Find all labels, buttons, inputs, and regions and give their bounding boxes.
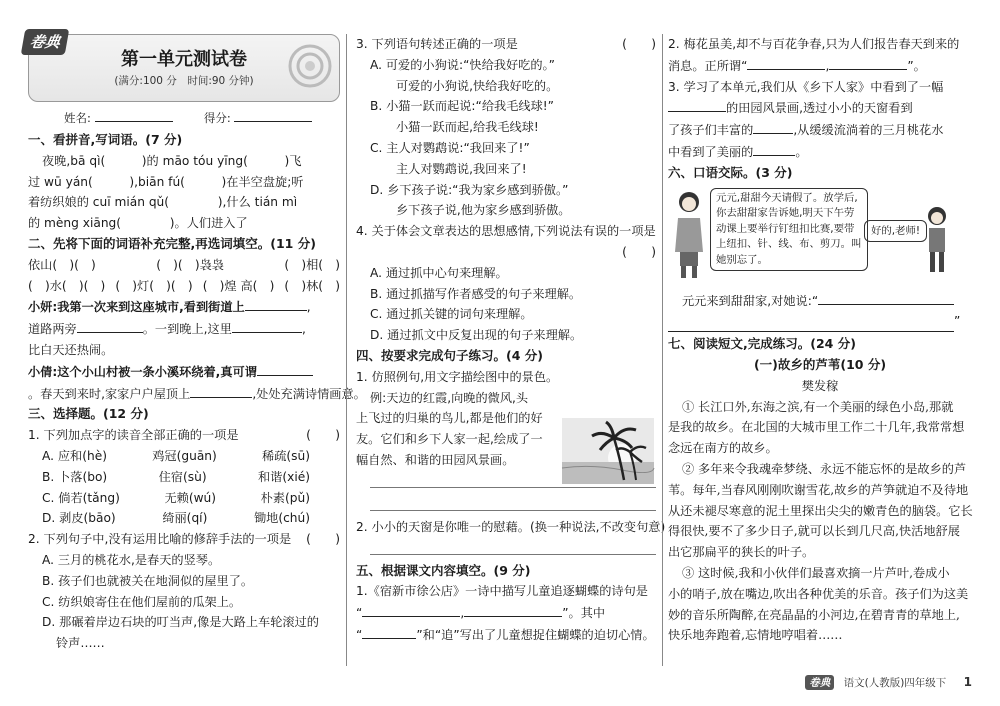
- answer-blank[interactable]: [77, 318, 143, 333]
- answer-blank[interactable]: [818, 290, 954, 305]
- section-6-answer: [668, 290, 972, 312]
- q2-option-d-cont: 铃声……: [56, 636, 105, 651]
- option-word: 无赖(wú): [164, 490, 217, 505]
- section-4-q2: 2. 小小的天窗是你唯一的慰藉。(换一种说法,不改变句意): [356, 519, 666, 534]
- name-label: 姓名:: [64, 111, 91, 125]
- option-word: B. 卜落(bo): [42, 469, 108, 484]
- idiom-blank[interactable]: ( )相( ): [284, 257, 340, 272]
- section-5-q3-line-2: [668, 97, 972, 119]
- para-3-line: 快乐地奔跑着,忘情地哼唱着……: [668, 628, 843, 643]
- page-footer: [805, 675, 972, 690]
- student-info: [28, 106, 340, 130]
- cloud-decoration-icon: [287, 43, 333, 89]
- para-2-line: 出它那扁平的狭长的叶子。: [668, 545, 815, 560]
- column-left: [28, 33, 366, 666]
- answer-paren[interactable]: ( ): [306, 532, 340, 547]
- q2-option-c[interactable]: C. 纺织娘寄住在他们屋前的瓜架上。: [42, 594, 242, 609]
- para-2-line: 从还未褪尽寒意的泥土里探出尖尖的嫩青色的脑袋。它长: [668, 503, 973, 518]
- q3-option-b-2: 小猫一跃而起,给我毛线球!: [396, 120, 539, 135]
- answer-blank[interactable]: [747, 55, 825, 70]
- text: 了孩子们丰富的: [668, 123, 754, 138]
- xiaoyan-line-1: 小妍:我第一次来到这座城市,看到街道上 ,: [28, 296, 340, 318]
- xiaoqian-text-2: 。春天到来时,家家户户屋顶上: [28, 386, 191, 401]
- text: ,从缓缓流淌着的三月桃花水: [793, 123, 944, 138]
- question-text: 2. 下列句子中,没有运用比喻的修辞手法的一项是: [28, 532, 292, 547]
- score-label: 得分:: [203, 111, 231, 125]
- q1-option-c[interactable]: [28, 488, 340, 509]
- pinyin-line-4[interactable]: 的 mèng xiāng( )。人们进入了: [28, 216, 248, 231]
- section-4-q1: 1. 仿照例句,用文字描绘图中的景色。: [356, 369, 559, 384]
- answer-paren[interactable]: ( ): [306, 428, 340, 443]
- answer-paren[interactable]: ( ): [622, 37, 656, 51]
- pinyin-line-1[interactable]: 夜晚,bā qì( )的 māo tóu yīng( )飞: [42, 153, 302, 168]
- para-3-line: 妙的音乐所陶醉,在亮晶晶的小河边,在碧青青的草地上,: [668, 607, 960, 622]
- answer-blank[interactable]: [753, 119, 793, 134]
- section-6-answer-line-2: ”: [668, 311, 972, 332]
- section-5-q2-line-2: 消息。正所谓“ , ”。: [668, 55, 972, 77]
- q3-option-d-2: 乡下孩子说,他为家乡感到骄傲。: [396, 203, 571, 218]
- section-5-q1: 1.《宿新市徐公店》一诗中描写儿童追逐蝴蝶的诗句是: [356, 584, 648, 599]
- q3-option-c[interactable]: C. 主人对鹦鹉说:“我回来了!”: [370, 140, 530, 155]
- page-subtitle: (满分:100 分 时间:90 分钟): [114, 75, 254, 87]
- question-text: 1. 下列加点字的读音全部正确的一项是: [28, 428, 239, 443]
- score-field[interactable]: [234, 107, 312, 122]
- column-middle: [356, 34, 666, 666]
- q2-option-b[interactable]: B. 孩子们也就被关在地洞似的屋里了。: [42, 573, 254, 588]
- idiom-blank[interactable]: ( )林( ): [284, 278, 340, 293]
- question-3-4: 4. 关于体会文章表达的思想感情,下列说法有误的一项是: [356, 224, 656, 239]
- section-5-title: 五、根据课文内容填空。(9 分): [356, 562, 531, 578]
- option-word: 朴素(pǔ): [260, 490, 310, 505]
- answer-blank[interactable]: [362, 602, 460, 617]
- section-5-q3: 3. 学习了本单元,我们从《乡下人家》中看到了一幅: [668, 79, 944, 94]
- xiaoqian-text: 小倩:这个小山村被一条小溪环绕着,真可谓: [28, 364, 257, 379]
- xiaoyan-line-3: 比白天还热闹。: [28, 342, 114, 357]
- teacher-figure-icon: [672, 190, 706, 280]
- para-1-line: ① 长江口外,东海之滨,有一个美丽的绿色小岛,那就: [682, 399, 954, 414]
- para-2-line: ② 多年来令我魂牵梦绕、永远不能忘怀的是故乡的芦: [682, 461, 967, 476]
- section-5-q1-line-3: “ ”和“追”写出了儿童想捉住蝴蝶的迫切心情。: [356, 624, 656, 646]
- section-2-title: 二、先将下面的词语补充完整,再选词填空。(11 分): [28, 235, 316, 251]
- answer-blank[interactable]: [829, 55, 907, 70]
- option-word: 和谐(xié): [258, 469, 310, 484]
- answer-blank[interactable]: [245, 296, 307, 311]
- page-number: 1: [963, 675, 972, 689]
- answer-paren[interactable]: ( ): [622, 244, 656, 259]
- idiom-blank[interactable]: ( )水( )( ): [28, 278, 106, 293]
- answer-blank[interactable]: [190, 383, 252, 398]
- option-word: 锄地(chú): [253, 511, 310, 526]
- para-1-line: 念远在南方的故乡。: [668, 441, 778, 456]
- option-word: D. 剥皮(bāo): [42, 511, 116, 526]
- q3-option-d[interactable]: D. 乡下孩子说:“我为家乡感到骄傲。”: [370, 182, 569, 197]
- column-divider: [662, 34, 663, 666]
- q1-option-a[interactable]: [28, 446, 340, 467]
- section-5-q2: 2. 梅花虽美,却不与百花争春,只为人们报告春天到来的: [668, 37, 960, 51]
- text: 。其中: [568, 606, 606, 621]
- section-4-title: 四、按要求完成句子练习。(4 分): [356, 347, 543, 363]
- text: 和“追”写出了儿童想捉住蝴蝶的迫切心情。: [422, 627, 655, 642]
- idiom-blank[interactable]: ( )灯( )( ): [115, 278, 193, 293]
- example-line-3: 友。它们和乡下人家一起,绘成了一: [356, 432, 543, 447]
- option-word: A. 应和(hè): [42, 448, 107, 463]
- q4-option-a[interactable]: A. 通过抓中心句来理解。: [370, 265, 508, 280]
- title-box: [28, 34, 340, 102]
- section-6-title: 六、口语交际。(3 分): [668, 164, 793, 180]
- section-5-q3-line-3: [668, 119, 972, 141]
- idiom-row-1: [28, 255, 340, 276]
- name-field[interactable]: [95, 107, 173, 122]
- answer-blank[interactable]: [753, 141, 795, 156]
- palm-tree-illustration: [562, 418, 654, 484]
- answer-blank[interactable]: [362, 624, 416, 639]
- idiom-blank[interactable]: ( )( )袅袅: [156, 257, 224, 272]
- reading-author: 樊发稼: [801, 378, 839, 393]
- pinyin-line-2[interactable]: 过 wū yán( ),biān fú( )在半空盘旋;听: [28, 174, 304, 189]
- idiom-row-2: [28, 276, 340, 297]
- q3-option-c-2: 主人对鹦鹉说,我回来了!: [396, 161, 527, 176]
- q4-option-c[interactable]: C. 通过抓关键的词句来理解。: [370, 307, 533, 322]
- para-2-line: 苇。每年,当春风刚刚吹谢雪花,故乡的芦笋就迫不及待地: [668, 482, 969, 497]
- question-text: 3. 下列语句转述正确的一项是: [356, 37, 518, 51]
- column-right: [668, 34, 972, 666]
- answer-blank[interactable]: [668, 97, 726, 112]
- xiaoqian-line-1: [28, 361, 340, 383]
- section-1-title: 一、看拼音,写词语。(7 分): [28, 132, 183, 147]
- student-speech-bubble: 好的,老师!: [864, 220, 927, 242]
- q3-option-b[interactable]: B. 小猫一跃而起说:“给我毛线球!”: [370, 99, 554, 114]
- q2-option-d[interactable]: D. 那碾着岸边石块的叮当声,像是大路上车轮滚过的: [42, 615, 319, 630]
- option-word: C. 倘若(tǎng): [42, 490, 120, 505]
- para-1-line: 是我的故乡。在北国的大城市里工作二十几年,我常常想: [668, 420, 965, 435]
- xiaoyan-text: 小妍:我第一次来到这座城市,看到街道上: [28, 300, 245, 315]
- text: 元元来到甜甜家,对她说:“: [682, 293, 819, 308]
- student-figure-icon: [924, 206, 950, 276]
- brand-logo: 卷典: [21, 29, 70, 55]
- xiaoyan-text-2: 道路两旁: [28, 322, 77, 337]
- answer-blank[interactable]: [464, 602, 562, 617]
- para-3-line: 小的哨子,放在嘴边,吹出各种优美的乐音。孩子们为这美: [668, 586, 969, 601]
- example-line-1: 例:天边的红霞,向晚的微风,头: [370, 390, 529, 405]
- example-line-2: 上飞过的归巢的鸟儿,都是他们的好: [356, 411, 543, 426]
- para-3-line: ③ 这时候,我和小伙伴们最喜欢摘一片芦叶,卷成小: [682, 565, 950, 580]
- section-5-q1-line-2: “ , ”。其中: [356, 602, 656, 624]
- para-2-line: 得很快,要不了多少日子,就可以长到几尺高,快活地舒展: [668, 524, 960, 539]
- question-3-2: [28, 529, 340, 550]
- section-7-title: 七、阅读短文,完成练习。(24 分): [668, 336, 856, 352]
- question-3-3: [356, 34, 656, 55]
- q3-option-a[interactable]: A. 可爱的小狗说:“快给我好吃的。”: [370, 57, 555, 72]
- xiaoqian-line-2: [28, 383, 366, 405]
- footer-text: 语文(人教版)四年级下: [843, 677, 947, 689]
- xiaoqian-text-3: ,处处充满诗情画意。: [252, 386, 366, 401]
- column-divider: [346, 34, 347, 666]
- text: 消息。正所谓: [668, 58, 742, 73]
- answer-blank[interactable]: [668, 317, 954, 332]
- question-3-1: [28, 425, 340, 446]
- section-5-q3-line-4: 中看到了美丽的 。: [668, 141, 972, 163]
- q4-option-b[interactable]: B. 通过抓描写作者感受的句子来理解。: [370, 286, 582, 301]
- answer-line[interactable]: [370, 494, 656, 511]
- answer-blank[interactable]: [232, 318, 302, 333]
- q3-option-a-2: 可爱的小狗说,快给我好吃的。: [396, 78, 559, 93]
- pinyin-line-3[interactable]: 着纺织娘的 cuī mián qǔ( ),什么 tián mì: [28, 195, 298, 210]
- option-word: 稀疏(sū): [262, 448, 310, 463]
- section-3-title: 三、选择题。(12 分): [28, 406, 149, 422]
- idiom-blank[interactable]: ( )煌 高( ): [202, 278, 275, 293]
- footer-logo: 卷典: [805, 675, 834, 690]
- idiom-blank[interactable]: 依山( )( ): [28, 257, 96, 272]
- option-word: 鸡冠(guān): [152, 448, 217, 463]
- q2-option-a[interactable]: A. 三月的桃花水,是春天的竖琴。: [42, 552, 221, 567]
- answer-blank[interactable]: [257, 361, 313, 376]
- option-word: 住宿(sù): [158, 469, 207, 484]
- teacher-speech-bubble: 元元,甜甜今天请假了。放学后,你去甜甜家告诉她,明天下午劳动课上要举行钉纽扣比赛,要带上纽扣、针、线、布、剪刀。叫她别忘了。: [710, 188, 868, 272]
- q1-option-b[interactable]: [28, 467, 340, 488]
- page-title: 第一单元测试卷: [121, 49, 247, 70]
- reading-title: (一)故乡的芦苇(10 分): [753, 356, 887, 372]
- option-word: 绮丽(qí): [162, 511, 208, 526]
- dialog-illustration: [668, 186, 972, 284]
- xiaoyan-text-3: 。一到晚上,这里: [142, 322, 232, 337]
- example-line-4: 幅自然、和谐的田园风景画。: [356, 452, 515, 467]
- text: 中看到了美丽的: [668, 144, 754, 159]
- answer-line[interactable]: [370, 538, 656, 555]
- text: 的田园风景画,透过小小的天窗看到: [726, 101, 913, 116]
- q4-option-d[interactable]: D. 通过抓文中反复出现的句子来理解。: [370, 328, 583, 343]
- q1-option-d[interactable]: [28, 508, 340, 529]
- xiaoyan-line-2: 道路两旁 。一到晚上,这里 ,: [28, 318, 340, 340]
